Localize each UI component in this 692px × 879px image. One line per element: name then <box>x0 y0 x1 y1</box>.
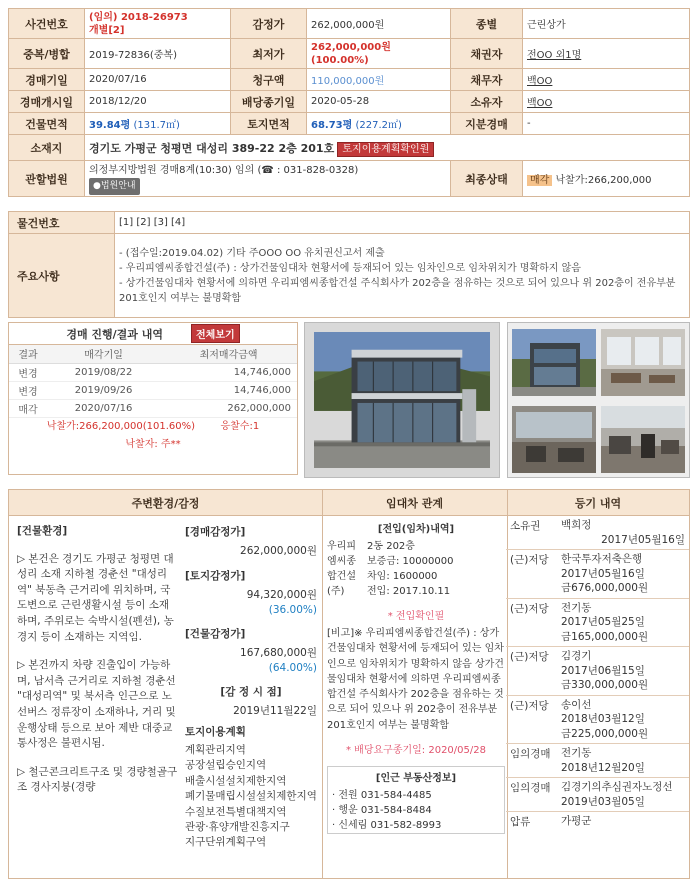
claim-amount: 110,000,000원 <box>307 69 451 91</box>
address: 경기도 가평군 청평면 대성리 389-22 2층 201호 토지이용계획확인원 <box>85 135 690 161</box>
dividend-deadline: * 배당요구종기일: 2020/05/28 <box>346 745 486 757</box>
label-open: 경매개시일 <box>9 91 85 113</box>
tenancy-info: [전입(임차)내역] 우리피 2동 202층 엠씨종 보증금: 10000000 합건설 차임: 1600000 (주) 전입: 2017.10.11 * 전입확인필 [비고]※ 우리피엠씨종합건설(주) : 상가건물임대차 현황서에 등재되어 있는 임차인으로 임차위치가 명확하지 않음 상가건물임대차 현황서에 의하면 우리피엠씨종합건설 주식회사가 202층을 점유하는 것으로 되어 있으나 위 202층이 전유부분 201호인지 여부는 불명확함 * 배당요구종기일: 2020/05/28 [인근 부동산정보] · 전원 031-584-4485 · 행운 031-584-8484 · 신세림 031-582-8993 <box>327 520 505 834</box>
list-item: (근)저당 한국투자저축은행 2017년05월16일 금676,000,000원 <box>506 550 689 599</box>
col-header-registry: 등기 내역 <box>507 490 689 516</box>
label-item-no: 물건번호 <box>9 212 115 234</box>
label-case-no: 사건번호 <box>9 9 85 39</box>
debtor-link[interactable]: 백OO <box>523 69 690 91</box>
col-header-environment: 주변환경/감정 <box>9 490 322 516</box>
thumbnail-interior-2[interactable] <box>512 406 596 473</box>
col-amount: 최저매각금액 <box>160 345 297 363</box>
thumbnail-interior-1[interactable] <box>601 329 685 396</box>
label-claim: 청구액 <box>231 69 307 91</box>
label-min: 최저가 <box>231 39 307 69</box>
open-date: 2018/12/20 <box>85 91 231 113</box>
view-all-button[interactable]: 전체보기 <box>191 324 240 343</box>
deadline-date: 2020-05-28 <box>307 91 451 113</box>
list-item: (근)저당 전기동 2017년05월25일 금165,000,000원 <box>506 599 689 648</box>
list-item: 합건설 차임: 1600000 <box>327 571 438 582</box>
table-row: 변경 2019/08/22 14,746,000 <box>9 363 297 381</box>
zoning-list: 계획관리지역 공장설립승인지역 배출시설설치제한지역 폐기물매립시설설치제한지역 수질보전특별대책지역 관광·휴양개발진흥지구 지구단위계획구역 <box>185 744 317 849</box>
case-number: (임의) 2018-26973 개별[2] <box>85 9 231 39</box>
divider <box>322 490 323 878</box>
auction-history-panel <box>8 322 298 475</box>
final-status: 매각 낙찰가:266,200,000 <box>523 161 690 197</box>
list-item[interactable]: · 행운 031-584-8484 <box>332 805 432 817</box>
list-item: 임의경매 김경기의추심권자노정선 2019년03월05일 <box>506 778 689 812</box>
label-deadline: 배당종기일 <box>231 91 307 113</box>
label-land-area: 토지면적 <box>231 113 307 135</box>
table-row: 변경 2019/09/26 14,746,000 <box>9 381 297 399</box>
list-item: (근)저당 김경기 2017년06월15일 금330,000,000원 <box>506 647 689 696</box>
list-item: (주) 전입: 2017.10.11 <box>327 586 451 597</box>
label-final: 최종상태 <box>451 161 523 197</box>
dup-case: 2019-72836(중복) <box>85 39 231 69</box>
list-item: 임의경매 전기동 2018년12월20일 <box>506 744 689 778</box>
court-guide-button[interactable]: ●법원안내 <box>89 178 140 195</box>
min-price: 262,000,000원 (100.00%) <box>307 39 451 69</box>
building-image <box>314 332 490 468</box>
label-share: 지분경매 <box>451 113 523 135</box>
list-item: (근)저당 송이선 2018년03월12일 금225,000,000원 <box>506 696 689 745</box>
owner-link[interactable]: 백OO <box>523 91 690 113</box>
notes-content: - (접수일:2019.04.02) 기타 주OOO OO 유치권신고서 제출 - 우리피엠씨종합건설(주) : 상가건물임대차 현황서에 등재되어 있는 임차인으로 임차위치가 명확하지 않음 - 상가건물임대차 현황서에 의하면 우리피엠씨종합건설 주식회사가 202층을 점유하는 것으로 되어 있으나 위 202층이 전유부분 201호인지 여부는 불명확함 <box>115 234 690 318</box>
list-item[interactable]: · 신세림 031-582-8993 <box>332 820 442 832</box>
case-info-table <box>8 8 690 197</box>
label-bldg-area: 건물면적 <box>9 113 85 135</box>
label-debtor: 채무자 <box>451 69 523 91</box>
label-creditor: 채권자 <box>451 39 523 69</box>
creditor-link[interactable]: 전OO 외1명 <box>523 39 690 69</box>
photo-thumbnails <box>507 322 690 478</box>
label-court: 관할법원 <box>9 161 85 197</box>
building-area: 39.84평 (131.7㎡) <box>85 113 231 135</box>
list-item: 엠씨종 보증금: 10000000 <box>327 556 454 567</box>
winning-bid-summary: 낙찰가:266,200,000(101.60%) 응찰수:1 <box>46 420 260 432</box>
label-address: 소재지 <box>9 135 85 161</box>
list-item[interactable]: · 전원 031-584-4485 <box>332 790 432 802</box>
auction-history-table <box>9 345 297 418</box>
land-use-plan-button[interactable]: 토지이용계획확인원 <box>337 142 434 157</box>
list-item: 소유권 백희정 2017년05월16일 <box>506 516 689 550</box>
item-number-links[interactable]: [1] [2] [3] [4] <box>115 212 690 234</box>
thumbnail-exterior[interactable] <box>512 329 596 396</box>
list-item: 우리피 2동 202층 <box>327 541 415 552</box>
col-result: 결과 <box>9 345 47 363</box>
details-section <box>8 489 690 879</box>
main-property-photo[interactable] <box>304 322 500 478</box>
auction-history-title: 경매 진행/결과 내역 <box>66 327 164 341</box>
nearby-realtors: [인근 부동산정보] · 전원 031-584-4485 · 행운 031-584-8484 · 신세림 031-582-8993 <box>327 766 505 834</box>
label-start: 경매기일 <box>9 69 85 91</box>
thumbnail-interior-3[interactable] <box>601 406 685 473</box>
col-date: 매각기일 <box>47 345 160 363</box>
tenancy-note: [비고]※ 우리피엠씨종합건설(주) : 상가건물임대차 현황서에 등재되어 있는 임차인으로 임차위치가 명확하지 않음 상가건물임대차 현황서에 의하면 우리피엠씨종합건설 주식회사가 202층을 점유하는 것으로 되어 있으나 위 202층이 전유부분 201호인지 여부는 불명확함 <box>327 628 504 731</box>
label-notes: 주요사항 <box>9 234 115 318</box>
label-owner: 소유자 <box>451 91 523 113</box>
table-row: 매각 2020/07/16 262,000,000 <box>9 399 297 417</box>
sold-badge: 매각 <box>527 175 552 186</box>
registry-list <box>506 516 689 831</box>
label-dup: 중복/병합 <box>9 39 85 69</box>
environment-text: [건물환경] ▷ 본건은 경기도 가평군 청평면 대성리 소재 지하철 경춘선 "대성리역" 북동측 근거리에 위치하며, 국도변으로 근린생활시설 등이 소재하며, 주위로는 숙박시설(펜션), 농경지 등이 소재하는 지역임. ▷ 본건까지 차량 진출입이 가능하며, 남서측 근거리로 지하철 경춘선 "대성리역" 및 북서측 인근으로 노선버스 정류장이 소재하나, 거리 및 운행상태 등으로 보아 제반 대중교통사정은 불편시됨. ▷ 철근콘크리트구조 및 경량철골구조 경사지붕(경량 <box>17 525 178 794</box>
property-type: 근린상가 <box>523 9 690 39</box>
col-header-tenancy: 임대차 관계 <box>322 490 507 516</box>
item-notes-table <box>8 211 690 318</box>
appraisal-breakdown: [경매감정가] 262,000,000원 [토지감정가] 94,320,000원 (36.00%) [건물감정가] 167,680,000원 (64.00%) [감 정 시 점] 2019년11월22일 토지이용계획 계획관리지역 공장설립승인지역 배출시설설치제한지역 폐기물매립시설설치제한지역 수질보전특별대책지역 관광·휴양개발진흥지구 지구단위계획구역 <box>185 524 317 851</box>
appraisal-value: 262,000,000원 <box>307 9 451 39</box>
move-in-confirmed: * 전입확인필 <box>387 611 445 622</box>
winner: 낙찰자: 주** <box>125 438 181 450</box>
share-value: - <box>523 113 690 135</box>
court-info: 의정부지방법원 경매8계(10:30) 임의 (☎ : 031-828-0328) ●법원안내 <box>85 161 451 197</box>
label-appraisal: 감정가 <box>231 9 307 39</box>
list-item: 압류 가평군 <box>510 815 592 828</box>
land-area: 68.73평 (227.2㎡) <box>307 113 451 135</box>
label-type: 종별 <box>451 9 523 39</box>
start-date: 2020/07/16 <box>85 69 231 91</box>
